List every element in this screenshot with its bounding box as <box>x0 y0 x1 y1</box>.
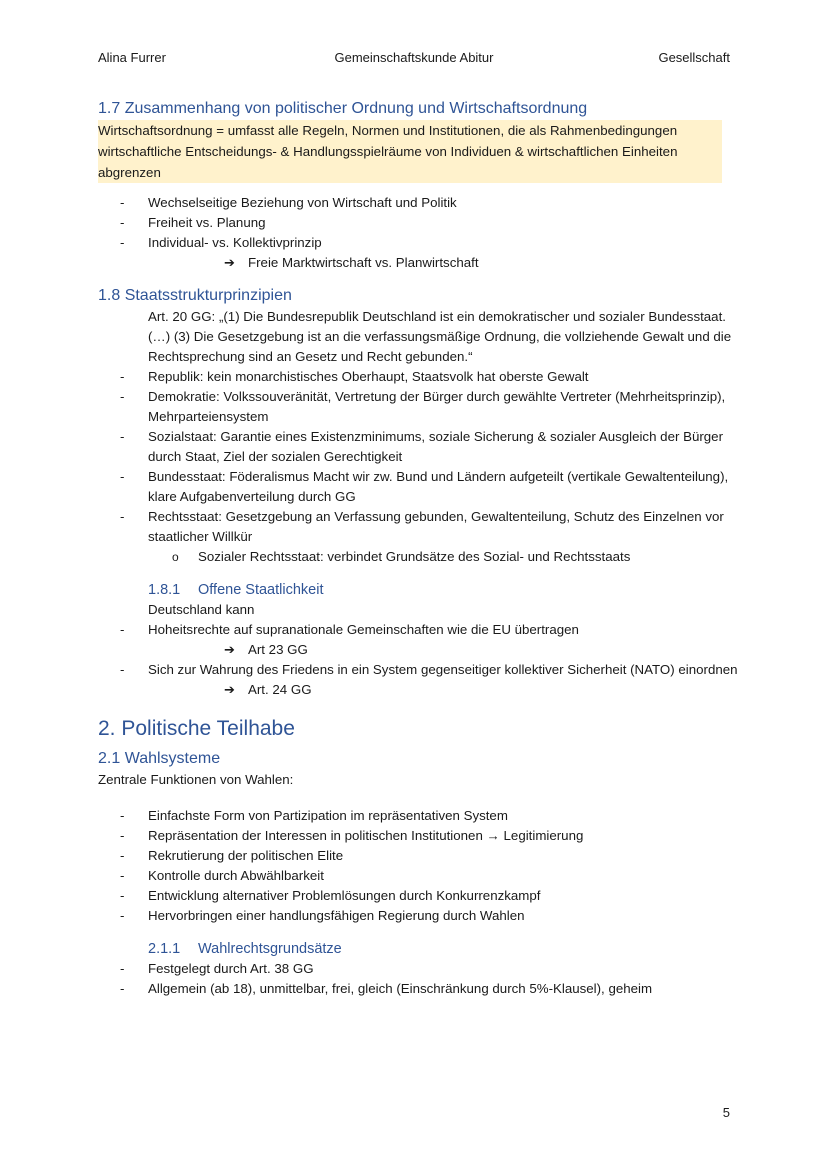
paragraph: Zentrale Funktionen von Wahlen: <box>98 772 294 787</box>
list-item: - Hoheitsrechte auf supranationale Gemeinschaften wie die EU übertragen <box>98 620 738 640</box>
list-item: - Kontrolle durch Abwählbarkeit <box>98 866 738 886</box>
list-item: - Rechtsstaat: Gesetzgebung an Verfassung gebunden, Gewaltenteilung, Schutz des Einzelnen vor staatlicher Willkür <box>98 507 738 547</box>
list-item: - Einfachste Form von Partizipation im repräsentativen System <box>98 806 738 826</box>
page-number: 5 <box>722 1105 730 1120</box>
arrow-reference <box>98 680 738 700</box>
list-item: - Wechselseitige Beziehung von Wirtschaft und Politik <box>98 193 738 213</box>
arrow-text: Art. 24 GG <box>248 682 312 697</box>
section-heading-1-7: 1.7 Zusammenhang von politischer Ordnung und Wirtschaftsordnung <box>98 100 588 117</box>
document-body <box>98 98 738 999</box>
subsection-heading-2-1-1 <box>98 940 738 959</box>
arrow-text: Art 23 GG <box>248 642 308 657</box>
heading-number: 1.8.1 <box>148 582 181 598</box>
arrow-conclusion <box>98 253 738 273</box>
page-header <box>98 50 730 68</box>
list-item: - Allgemein (ab 18), unmittelbar, frei, gleich (Einschränkung durch 5%-Klausel), geheim <box>98 979 738 999</box>
header-author: Alina Furrer <box>98 50 166 65</box>
sub-list-item <box>98 547 738 567</box>
list-item: - Hervorbringen einer handlungsfähigen Regierung durch Wahlen <box>98 906 738 926</box>
list-item: - Festgelegt durch Art. 38 GG <box>98 959 738 979</box>
section-2-1-1-list <box>98 959 738 999</box>
subsection-heading-1-8-1 <box>98 581 738 600</box>
arrow-right-icon: ➔ <box>224 255 235 270</box>
heading-title: Wahlrechtsgrundsätze <box>198 941 342 957</box>
heading-title: Offene Staatlichkeit <box>198 582 324 598</box>
list-item: - Entwicklung alternativer Problemlösungen durch Konkurrenzkampf <box>98 886 738 906</box>
list-item: - Demokratie: Volkssouveränität, Vertretung der Bürger durch gewählte Vertreter (Mehrheitsprinzip), Mehrparteiensystem <box>98 387 738 427</box>
arrow-right-icon: ➔ <box>224 642 235 657</box>
definition-highlight: Wirtschaftsordnung = umfasst alle Regeln, Normen und Institutionen, die als Rahmenbedingungen wirtschaftliche Entscheidungs- & Handlungsspielräume von Individuen & wirtschaftlichen Einheiten abgrenzen <box>98 120 722 183</box>
section-heading-1-8: 1.8 Staatsstrukturprinzipien <box>98 287 292 304</box>
list-item: - Sozialstaat: Garantie eines Existenzminimums, soziale Sicherung & sozialer Ausgleich der Bürger durch Staat, Ziel der sozialen Gerechtigkeit <box>98 427 738 467</box>
section-1-8-list <box>98 367 738 547</box>
chapter-heading-2: 2. Politische Teilhabe <box>98 717 295 740</box>
paragraph: Deutschland kann <box>148 602 255 617</box>
arrow-right-icon: ➔ <box>224 682 235 697</box>
gg-quote: Art. 20 GG: „(1) Die Bundesrepublik Deutschland ist ein demokratischer und sozialer Bundesstaat. (…) (3) Die Gesetzgebung ist an die verfassungsmäßige Ordnung, die vollziehende Gewalt und die Rechtsprechung sind an Gesetz und Recht gebunden.“ <box>148 309 732 364</box>
section-1-8-1-list-a <box>98 620 738 640</box>
heading-number: 2.1.1 <box>148 941 181 957</box>
list-item: - Freiheit vs. Planung <box>98 213 738 233</box>
section-1-7-list <box>98 193 738 253</box>
arrow-reference <box>98 640 738 660</box>
arrow-text: Freie Marktwirtschaft vs. Planwirtschaft <box>248 255 479 270</box>
section-2-1-list <box>98 806 738 926</box>
list-item: - Rekrutierung der politischen Elite <box>98 846 738 866</box>
circle-bullet-icon: o <box>172 550 179 564</box>
header-course: Gemeinschaftskunde Abitur <box>334 50 494 65</box>
list-item: - Bundesstaat: Föderalismus Macht wir zw. Bund und Ländern aufgeteilt (vertikale Gewaltenteilung), klare Aufgabenverteilung durch GG <box>98 467 738 507</box>
section-heading-2-1: 2.1 Wahlsysteme <box>98 750 221 767</box>
header-topic: Gesellschaft <box>658 50 730 65</box>
section-1-8-1-list-b <box>98 660 738 680</box>
list-item: - Individual- vs. Kollektivprinzip <box>98 233 738 253</box>
list-item: - Republik: kein monarchistisches Oberhaupt, Staatsvolk hat oberste Gewalt <box>98 367 738 387</box>
list-item: - Repräsentation der Interessen in politischen Institutionen → Legitimierung <box>98 826 738 846</box>
sub-item-text: Sozialer Rechtsstaat: verbindet Grundsätze des Sozial- und Rechtsstaats <box>198 549 631 564</box>
list-item: - Sich zur Wahrung des Friedens in ein System gegenseitiger kollektiver Sicherheit (NATO) einordnen <box>98 660 738 680</box>
